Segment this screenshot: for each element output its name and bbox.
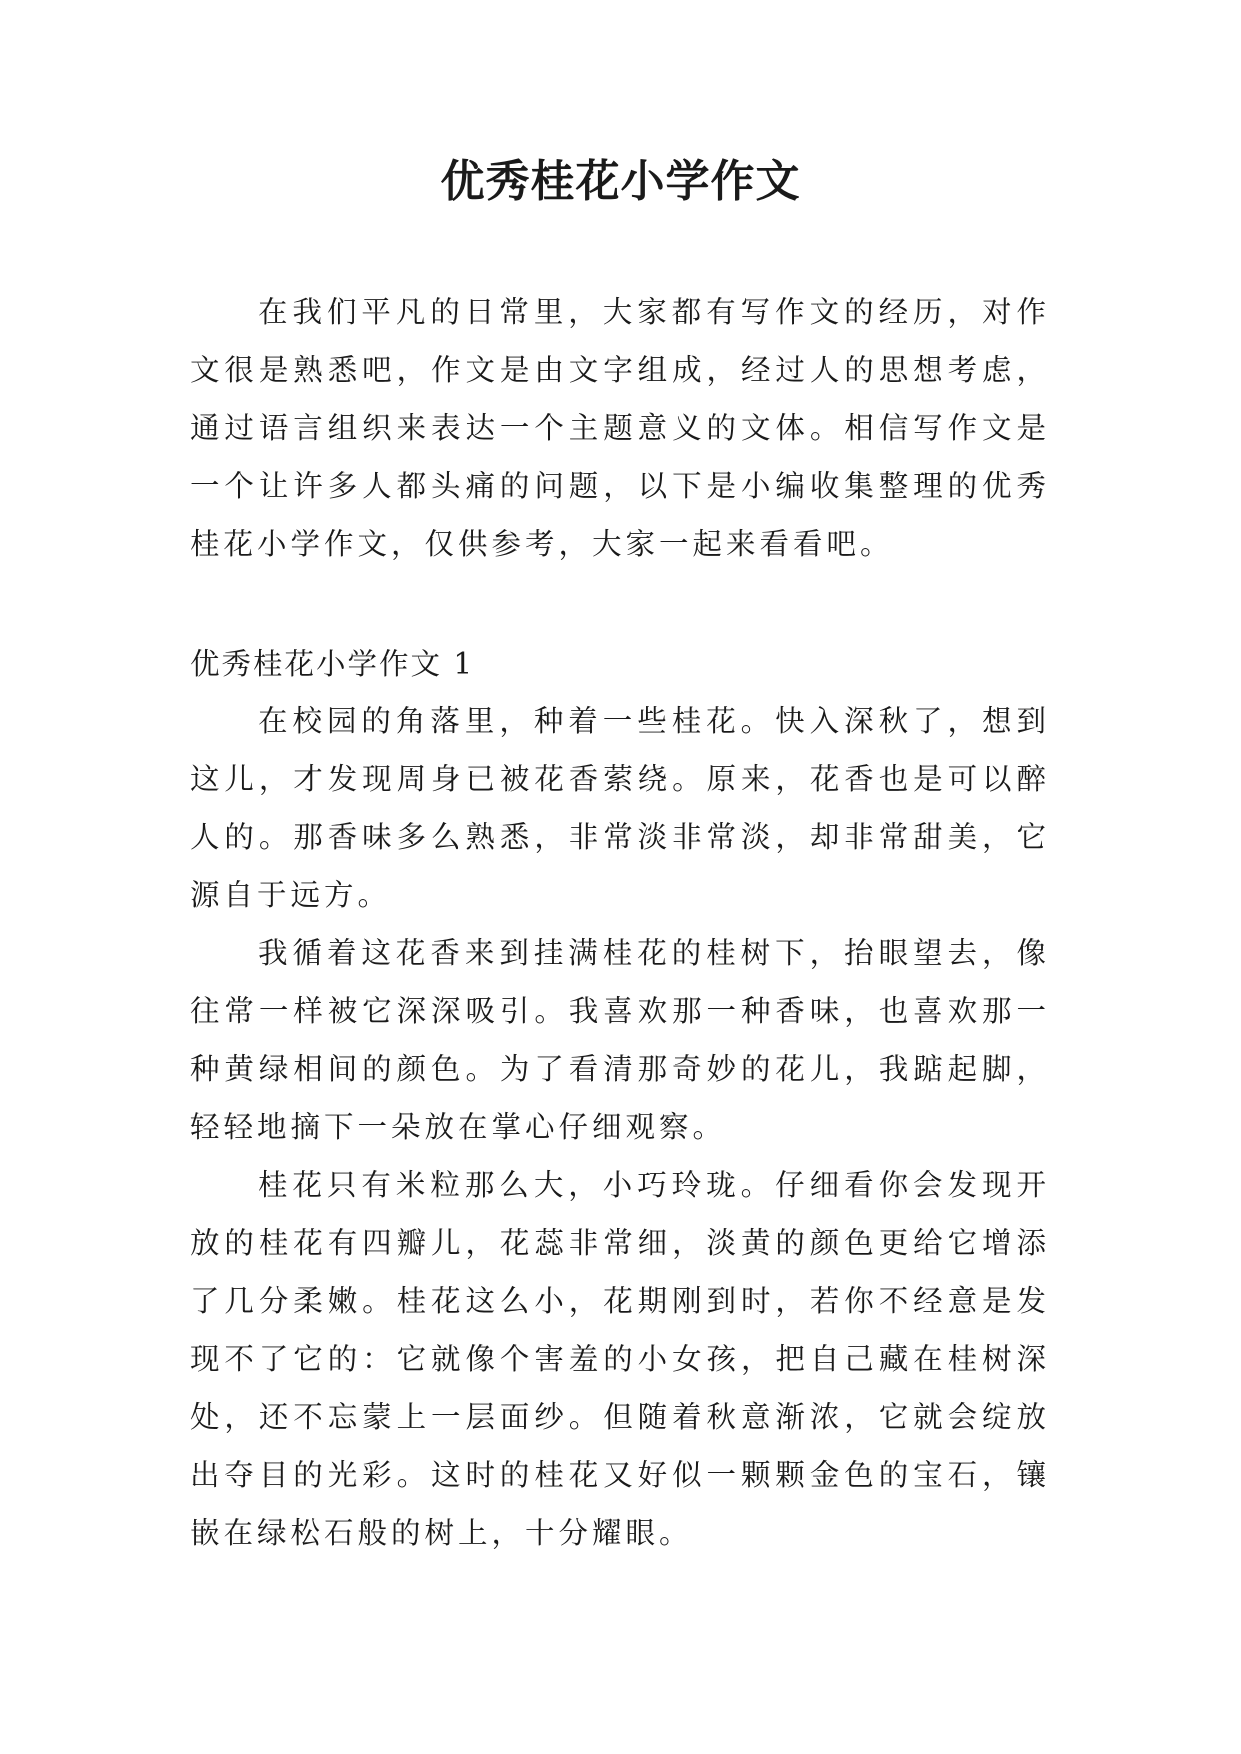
essay-paragraph: 桂花只有米粒那么大，小巧玲珑。仔细看你会发现开放的桂花有四瓣儿，花蕊非常细，淡黄的颜色更给它增添了几分柔嫩。桂花这么小，花期刚到时，若你不经意是发现不了它的：它就像个害羞的小女孩，把自己藏在桂树深处，还不忘蒙上一层面纱。但随着秋意渐浓，它就会绽放出夺目的光彩。这时的桂花又好似一颗颗金色的宝石，镶嵌在绿松石般的树上，十分耀眼。 [190,1168,1050,1550]
essay-body [190,692,1050,1562]
intro-paragraph: 在我们平凡的日常里，大家都有写作文的经历，对作文很是熟悉吧，作文是由文字组成，经过人的思想考虑，通过语言组织来表达一个主题意义的文体。相信写作文是一个让许多人都头痛的问题，以下是小编收集整理的优秀桂花小学作文，仅供参考，大家一起来看看吧。 [190,295,1050,561]
essay-paragraph: 我循着这花香来到挂满桂花的桂树下，抬眼望去，像往常一样被它深深吸引。我喜欢那一种香味，也喜欢那一种黄绿相间的颜色。为了看清那奇妙的花儿，我踮起脚，轻轻地摘下一朵放在掌心仔细观察。 [190,936,1050,1144]
essay-paragraph: 在校园的角落里，种着一些桂花。快入深秋了，想到这儿，才发现周身已被花香萦绕。原来，花香也是可以醉人的。那香味多么熟悉，非常淡非常淡，却非常甜美，它源自于远方。 [190,704,1050,912]
document-title: 优秀桂花小学作文 [440,156,801,207]
section-heading: 优秀桂花小学作文 1 [190,647,475,681]
intro-section [190,283,1050,573]
